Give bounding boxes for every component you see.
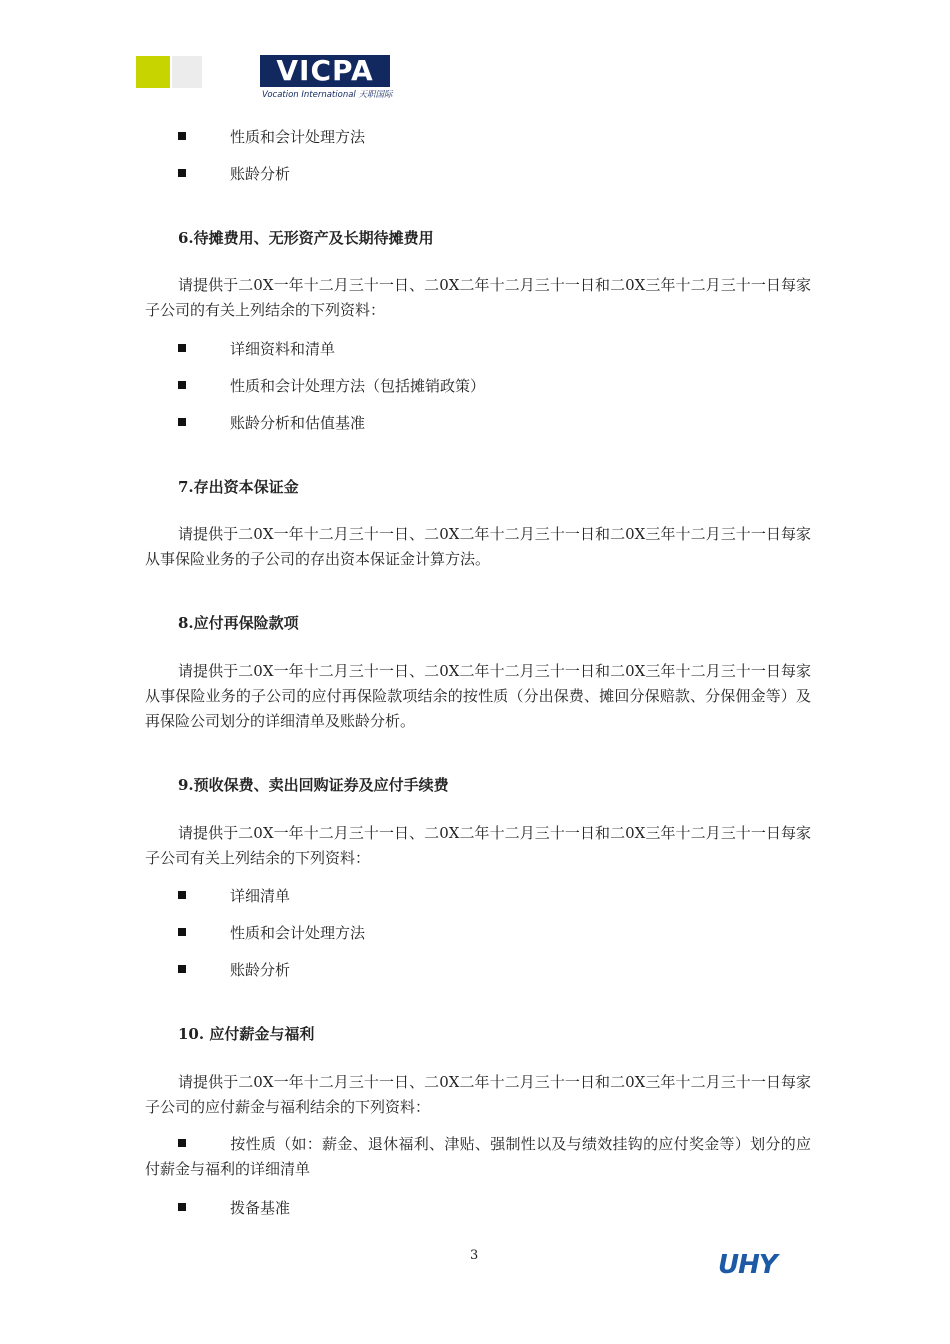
vicpa-logo bbox=[260, 55, 390, 87]
page-number: 3 bbox=[470, 1248, 479, 1263]
square-bullet-icon bbox=[178, 1139, 186, 1147]
section-paragraph-10: 请提供于二0X一年十二月三十一日、二0X二年十二月三十一日和二0X三年十二月三十一日每家子公司的应付薪金与福利结余的下列资料： bbox=[145, 1073, 811, 1116]
section-heading-9: 9.预收保费、卖出回购证券及应付手续费 bbox=[178, 776, 449, 794]
square-bullet-icon bbox=[178, 928, 186, 936]
square-bullet-icon bbox=[178, 169, 186, 177]
section-paragraph-6: 请提供于二0X一年十二月三十一日、二0X二年十二月三十一日和二0X三年十二月三十一日每家子公司的有关上列结余的下列资料： bbox=[145, 276, 811, 319]
square-bullet-icon bbox=[178, 1203, 186, 1211]
list-item: 账龄分析 bbox=[178, 959, 290, 980]
vicpa-logo-text: VICPA bbox=[276, 54, 374, 87]
square-bullet-icon bbox=[178, 891, 186, 899]
section-heading-6: 6.待摊费用、无形资产及长期待摊费用 bbox=[178, 229, 434, 247]
list-item: 性质和会计处理方法（包括摊销政策） bbox=[178, 375, 485, 396]
square-bullet-icon bbox=[178, 381, 186, 389]
uhy-logo: UHY bbox=[718, 1250, 777, 1280]
list-item: 性质和会计处理方法 bbox=[178, 126, 365, 147]
section-heading-8: 8.应付再保险款项 bbox=[178, 614, 299, 632]
section-paragraph-9: 请提供于二0X一年十二月三十一日、二0X二年十二月三十一日和二0X三年十二月三十一日每家子公司有关上列结余的下列资料： bbox=[145, 824, 811, 867]
square-bullet-icon bbox=[178, 132, 186, 140]
section-paragraph-8: 请提供于二0X一年十二月三十一日、二0X二年十二月三十一日和二0X三年十二月三十一日每家从事保险业务的子公司的应付再保险款项结余的按性质（分出保费、摊回分保赔款、分保佣金等）及再保险公司划分的详细清单及账龄分析。 bbox=[145, 662, 811, 730]
list-item: 详细清单 bbox=[178, 885, 290, 906]
list-item: 账龄分析 bbox=[178, 163, 290, 184]
list-item: 账龄分析和估值基准 bbox=[178, 412, 365, 433]
list-item-long: 按性质（如：薪金、退休福利、津贴、强制性以及与绩效挂钩的应付奖金等）划分的应付薪金与福利的详细清单 bbox=[145, 1135, 811, 1178]
list-item: 详细资料和清单 bbox=[178, 338, 335, 359]
square-bullet-icon bbox=[178, 418, 186, 426]
vicpa-logo-subtext: Vocation International 天职国际 bbox=[262, 90, 393, 100]
square-bullet-icon bbox=[178, 965, 186, 973]
section-paragraph-7: 请提供于二0X一年十二月三十一日、二0X二年十二月三十一日和二0X三年十二月三十一日每家从事保险业务的子公司的存出资本保证金计算方法。 bbox=[145, 525, 811, 568]
list-item: 拨备基准 bbox=[178, 1197, 290, 1218]
square-bullet-icon bbox=[178, 344, 186, 352]
header-accent-grey bbox=[172, 56, 202, 88]
list-item: 性质和会计处理方法 bbox=[178, 922, 365, 943]
header-accent-green bbox=[136, 56, 170, 88]
section-heading-7: 7.存出资本保证金 bbox=[178, 478, 299, 496]
section-heading-10: 10. 应付薪金与福利 bbox=[178, 1025, 315, 1043]
